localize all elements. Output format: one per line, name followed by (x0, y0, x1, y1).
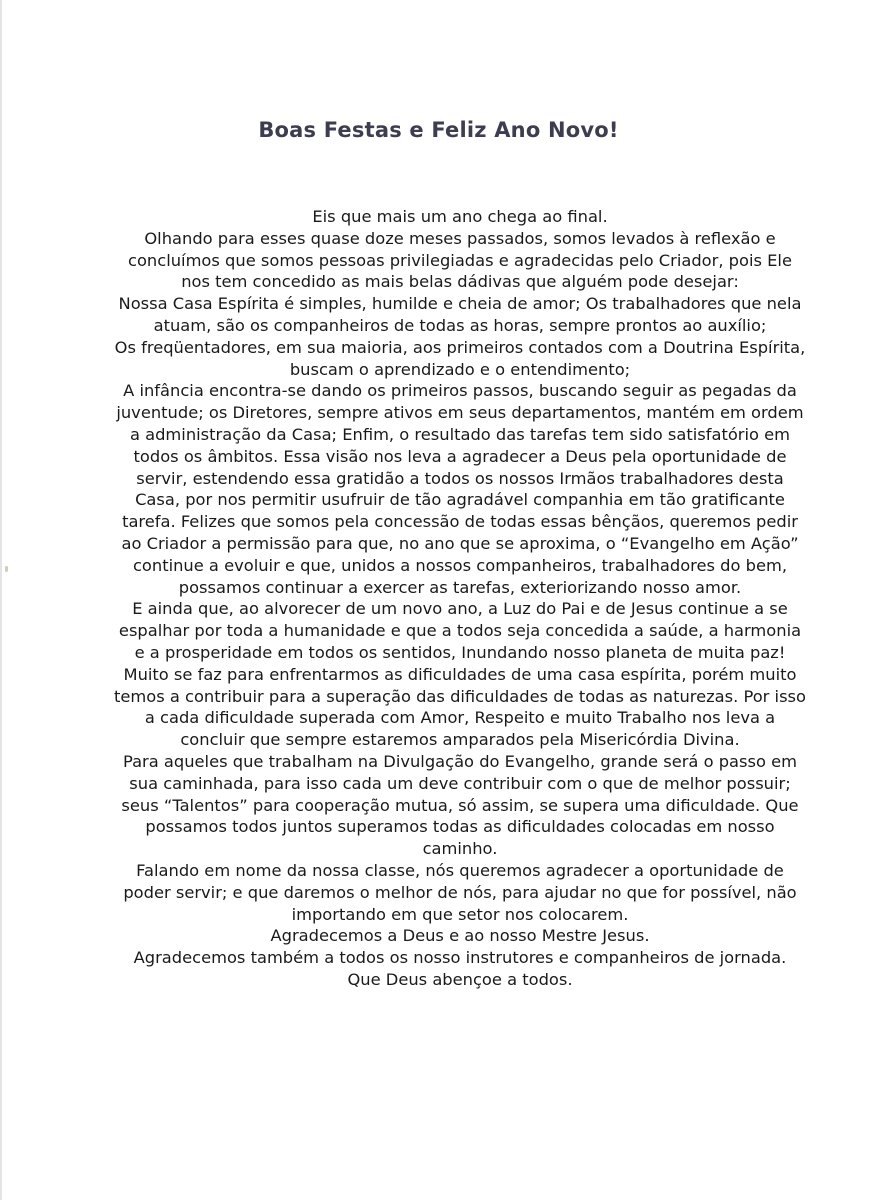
text-line: continue a evoluir e que, unidos a nossos companheiros, trabalhadores do bem, (132, 555, 788, 575)
text-line: atuam, são os companheiros de todas as horas, sempre prontos ao auxílio; (153, 315, 767, 335)
page-title: Boas Festas e Feliz Ano Novo! (258, 118, 619, 142)
text-line: Eis que mais um ano chega ao final. (312, 207, 608, 226)
letter-body (72, 206, 848, 991)
text-line: seus “Talentos” para cooperação mutua, só assim, se supera uma dificuldade. Que (121, 795, 799, 815)
text-line: e a prosperidade em todos os sentidos, Inundando nosso planeta de muita paz! (134, 642, 786, 662)
text-line: poder servir; e que daremos o melhor de nós, para ajudar no que for possível, não (123, 882, 797, 902)
text-line: caminho. (422, 839, 498, 859)
text-line: Agradecemos também a todos os nosso instrutores e companheiros de jornada. (133, 948, 787, 968)
text-line: juventude; os Diretores, sempre ativos em seus departamentos, mantém em ordem (116, 403, 804, 423)
text-line: buscam o aprendizado e o entendimento; (289, 359, 631, 379)
text-line: Muito se faz para enfrentarmos as dificuldades de uma casa espírita, porém muito (123, 664, 797, 684)
text-line: tarefa. Felizes que somos pela concessão de todas essas bênçãos, queremos pedir (122, 512, 798, 532)
text-line: possamos continuar a exercer as tarefas, exteriorizando nosso amor. (178, 577, 742, 597)
text-line: A infância encontra-se dando os primeiros passos, buscando seguir as pegadas da (123, 381, 797, 401)
text-line: servir, estendendo essa gratidão a todos os nossos Irmãos trabalhadores desta (136, 468, 784, 488)
text-line: importando em que setor nos colocarem. (291, 904, 629, 924)
text-line: possamos todos juntos superamos todas as dificuldades colocadas em nosso (145, 817, 775, 837)
text-line: a administração da Casa; Enfim, o resultado das tarefas tem sido satisfatório em (129, 424, 791, 444)
text-line: Casa, por nos permitir usufruir de tão agradável companhia em tão gratificante (135, 490, 785, 510)
text-line: Falando em nome da nossa classe, nós queremos agradecer a oportunidade de (136, 860, 784, 880)
text-line: sua caminhada, para isso cada um deve contribuir com o que de melhor possuir; (129, 773, 791, 793)
text-line: concluir que sempre estaremos amparados pela Misericórdia Divina. (180, 730, 740, 750)
text-line: ao Criador a permissão para que, no ano que se aproxima, o “Evangelho em Ação” (121, 533, 799, 553)
text-line: a cada dificuldade superada com Amor, Respeito e muito Trabalho nos leva a (144, 708, 776, 728)
text-line: temos a contribuir para a superação das dificuldades de todas as naturezas. Por isso (113, 686, 806, 706)
text-line: Para aqueles que trabalham na Divulgação do Evangelho, grande será o passo em (122, 751, 798, 771)
text-line: espalhar por toda a humanidade e que a todos seja concedida a saúde, a harmonia (118, 621, 802, 641)
text-line: todos os âmbitos. Essa visão nos leva a agradecer a Deus pela oportunidade de (133, 446, 787, 466)
scan-speck (5, 566, 8, 572)
text-line: E ainda que, ao alvorecer de um novo ano, a Luz do Pai e de Jesus continue a se (132, 599, 788, 619)
text-line: nos tem concedido as mais belas dádivas que alguém pode desejar: (181, 272, 739, 292)
text-line: concluímos que somos pessoas privilegiadas e agradecidas pelo Criador, pois Ele (128, 250, 792, 270)
text-line: Os freqüentadores, em sua maioria, aos primeiros contados com a Doutrina Espírita, (114, 337, 806, 357)
text-line: Nossa Casa Espírita é simples, humilde e cheia de amor; Os trabalhadores que nela (118, 294, 802, 314)
text-line: Olhando para esses quase doze meses passados, somos levados à reflexão e (144, 228, 776, 248)
text-line: Que Deus abençoe a todos. (347, 969, 573, 989)
text-line: Agradecemos a Deus e ao nosso Mestre Jesus. (270, 926, 650, 946)
